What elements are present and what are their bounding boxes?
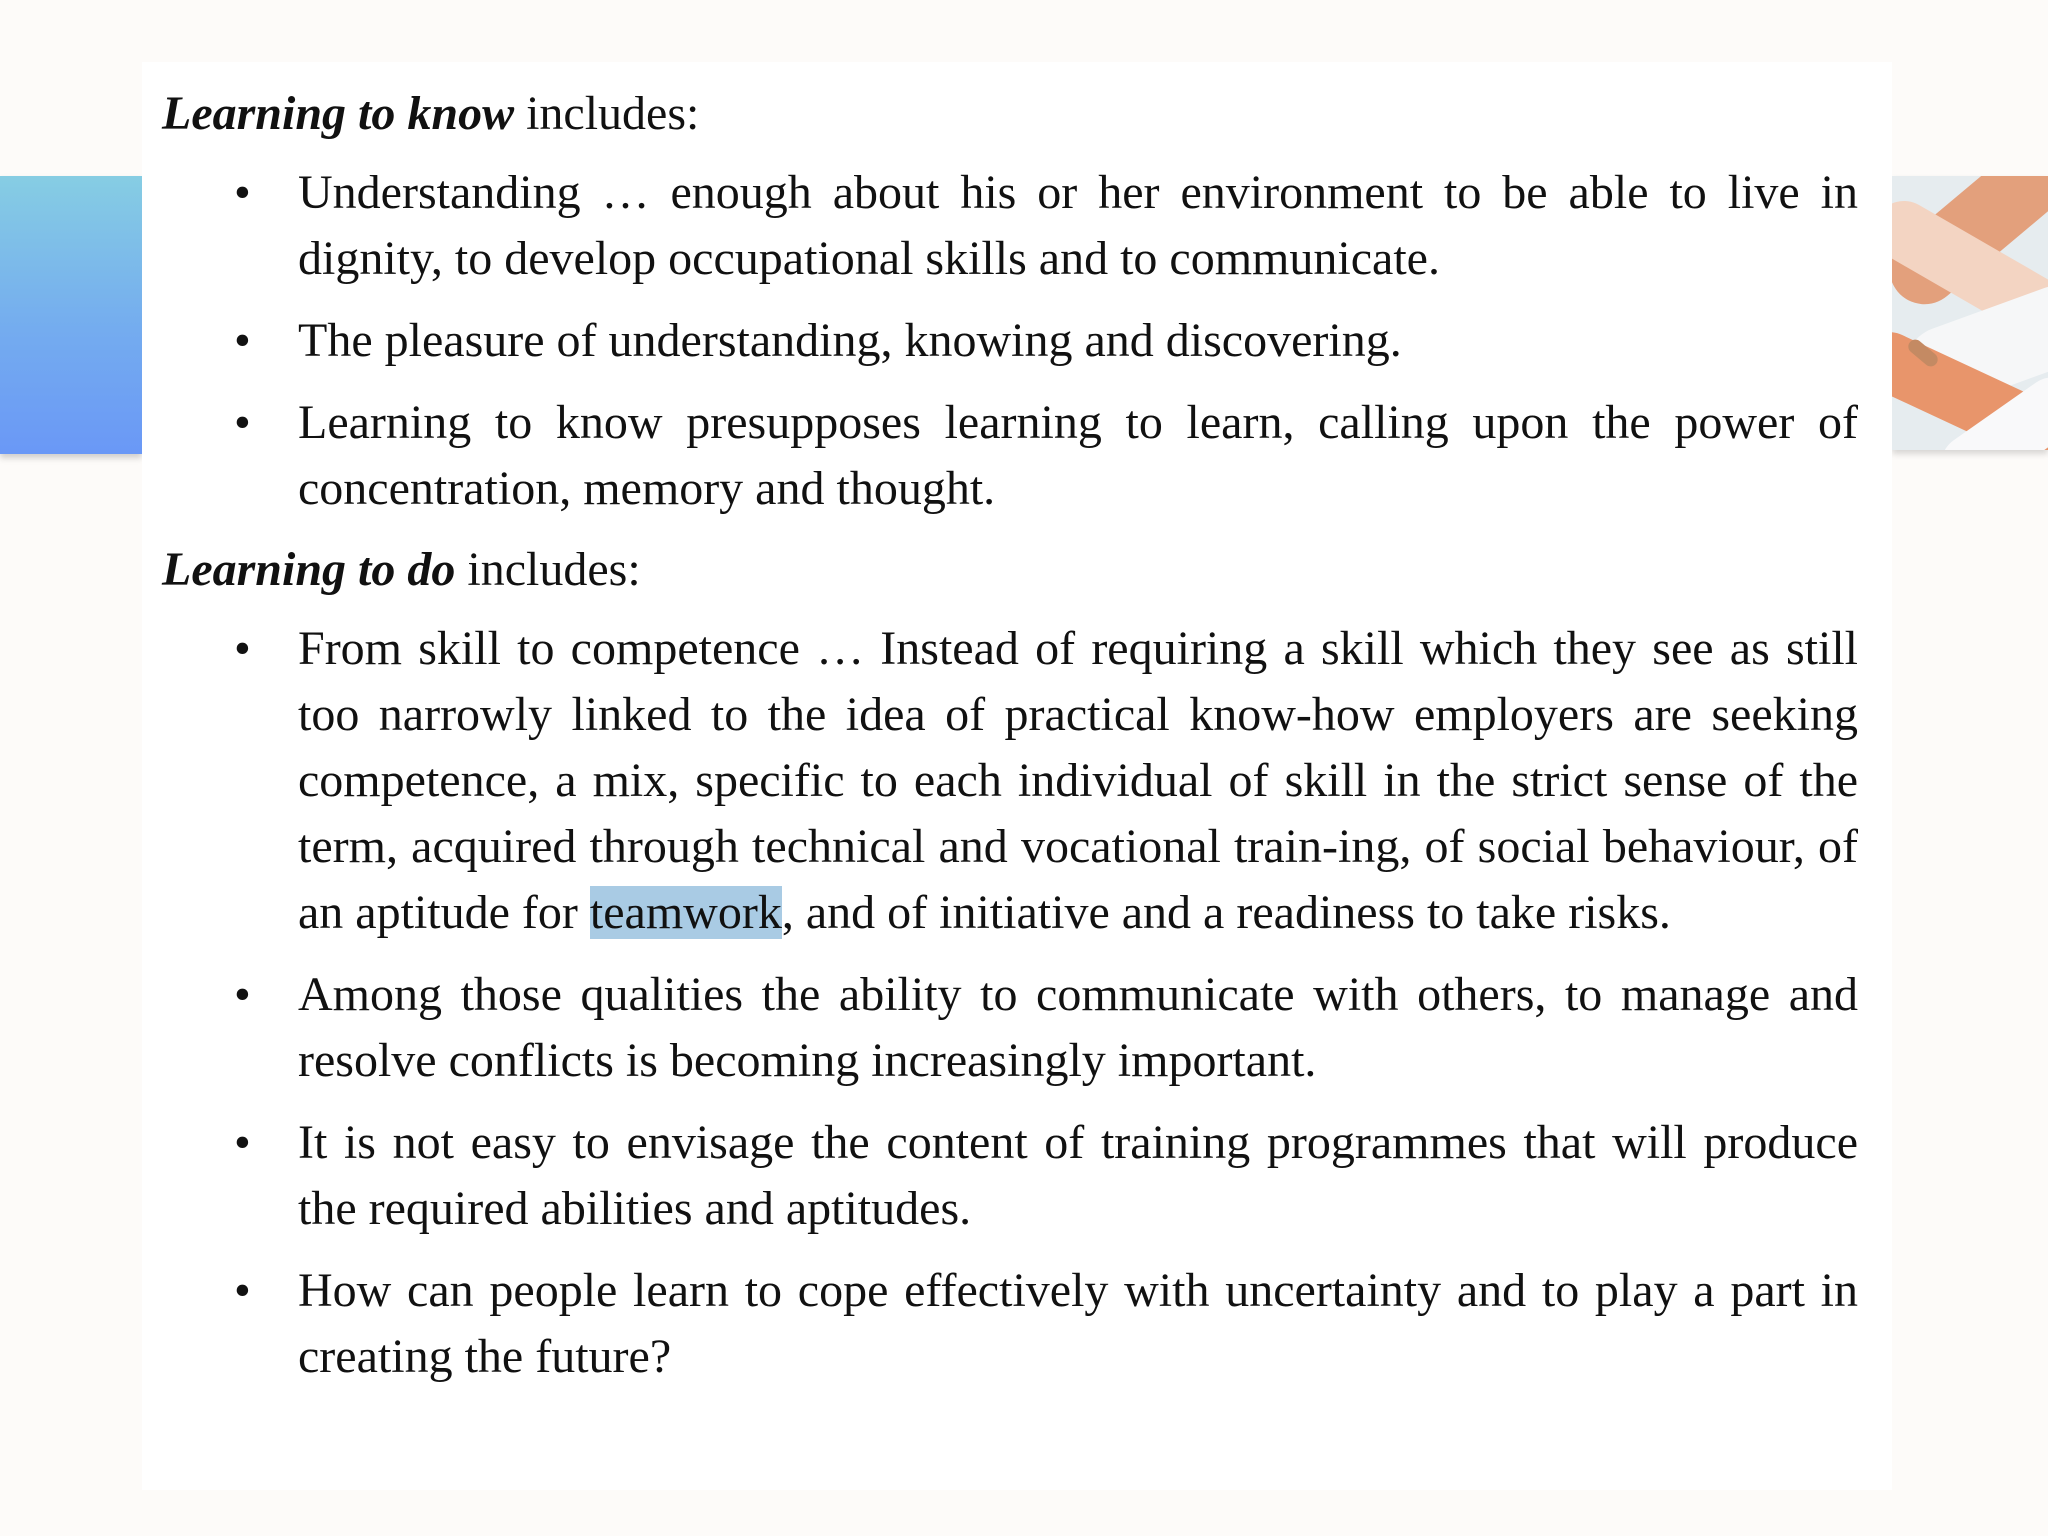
heading-lead: Learning to do (162, 543, 456, 596)
list-item-text: , and of initiative and a readiness to take risks. (781, 886, 1671, 939)
list-item (162, 1110, 1858, 1242)
bullet-list-learning-to-do (162, 616, 1862, 1390)
list-item-text: How can people learn to cope effectively with uncertainty and to play a part in creating the future? (298, 1264, 1858, 1383)
heading-rest: includes: (514, 87, 700, 140)
document-page (142, 62, 1892, 1490)
document-content (162, 82, 1862, 1406)
bullet-dot-icon: • (234, 1264, 251, 1317)
list-item (162, 1258, 1858, 1390)
list-item-text: Understanding … enough about his or her environment to be able to live in dignity, to develop occupational skills and to communicate. (298, 166, 1858, 285)
section-heading-learning-to-know (162, 82, 1862, 146)
list-item (162, 962, 1858, 1094)
bullet-dot-icon: • (234, 1116, 251, 1169)
bullet-dot-icon: • (234, 166, 251, 219)
list-item-text: It is not easy to envisage the content of training programmes that will produce the required abilities and aptitudes. (298, 1116, 1858, 1235)
decorative-blue-bar (0, 176, 142, 454)
list-item (162, 390, 1858, 522)
bullet-dot-icon: • (234, 396, 251, 449)
list-item-text: Learning to know presupposes learning to learn, calling upon the power of concentration, memory and thought. (298, 396, 1858, 515)
list-item (162, 160, 1858, 292)
bullet-dot-icon: • (234, 314, 251, 367)
hands-together-photo (1892, 176, 2048, 450)
bullet-dot-icon: • (234, 968, 251, 1021)
list-item (162, 308, 1858, 374)
bullet-list-learning-to-know (162, 160, 1862, 522)
list-item-text: The pleasure of understanding, knowing and discovering. (298, 314, 1402, 367)
list-item (162, 616, 1858, 946)
list-item-text: Among those qualities the ability to communicate with others, to manage and resolve conflicts is becoming increasingly important. (298, 968, 1858, 1087)
heading-rest: includes: (455, 543, 641, 596)
heading-lead: Learning to know (162, 87, 515, 140)
bullet-dot-icon: • (234, 622, 251, 675)
highlighted-text[interactable]: teamwork (589, 886, 782, 939)
section-heading-learning-to-do (162, 538, 1862, 602)
list-item-text: From skill to competence … Instead of requiring a skill which they see as still too narrowly linked to the idea of practical know-how employers are seeking competence, a mix, specific to each individual of skill in the strict sense of the term, acquired through technical and vocational train-ing, of social behaviour, of an aptitude for (298, 622, 1858, 939)
